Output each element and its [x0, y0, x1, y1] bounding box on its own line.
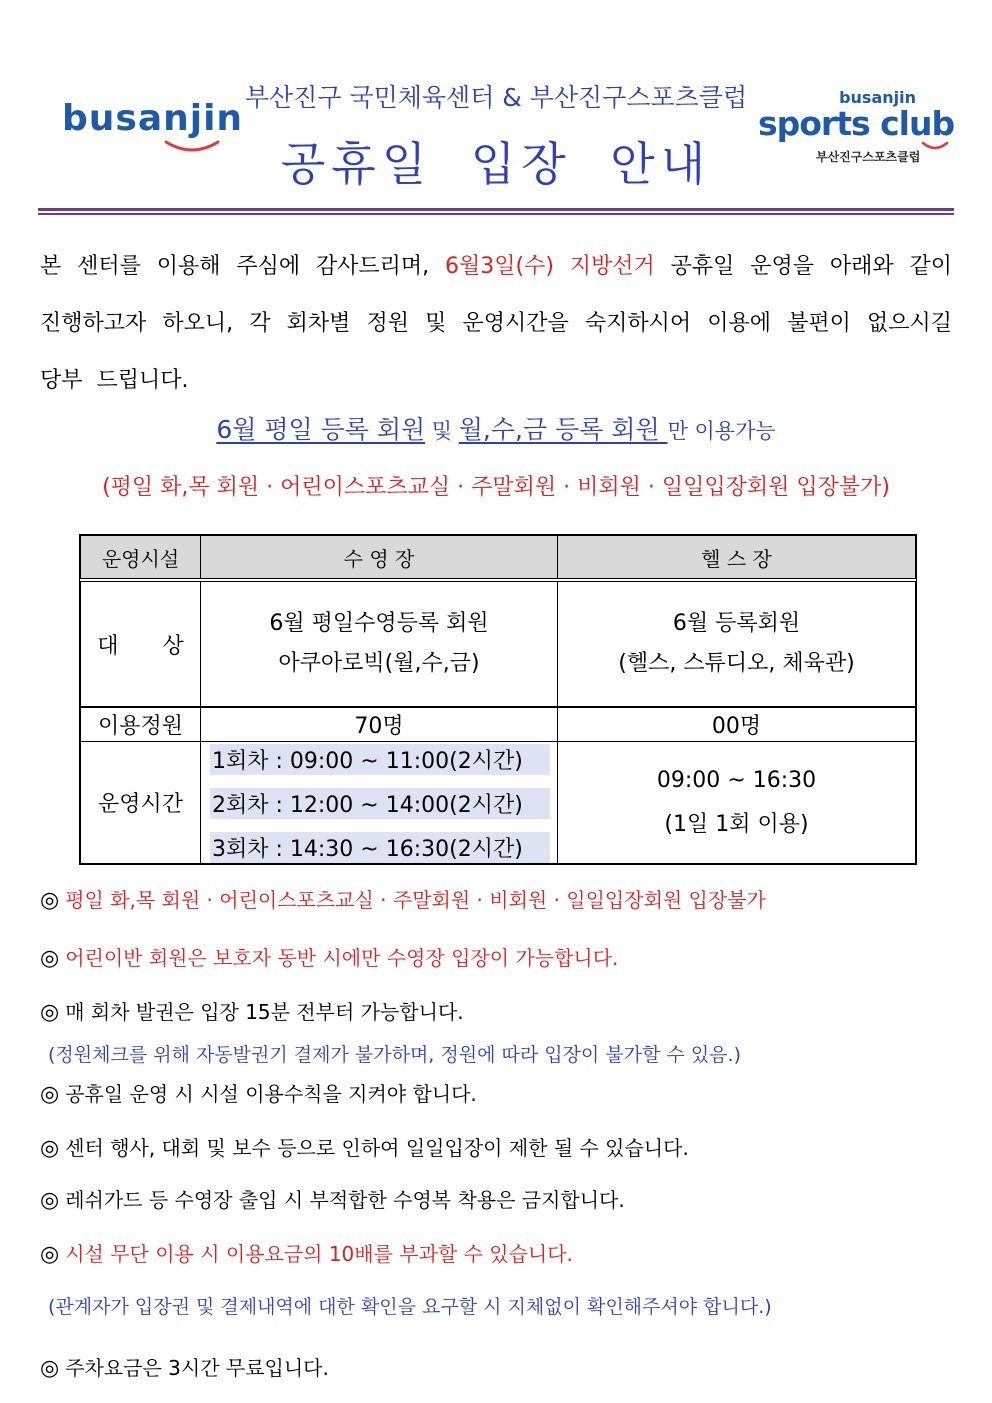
bullet-icon: ◎: [40, 1242, 60, 1267]
availability-line: [0, 410, 992, 446]
notice-item: [40, 1184, 625, 1213]
intro-text: 본 센터를 이용해 주심에 감사드리며,: [40, 254, 446, 279]
operations-table: [79, 534, 917, 865]
gym-target: [557, 581, 916, 707]
sports-club-logo-top: busanjin: [839, 88, 916, 107]
sports-club-logo-main: sports club: [758, 104, 955, 143]
intro-highlight: 6월3일(수) 지방선거: [445, 254, 655, 279]
gym-hours: [557, 741, 916, 864]
notice-item: [40, 1132, 689, 1161]
table-header-gym: 헬 스 장: [557, 535, 916, 579]
header-divider: [38, 213, 954, 215]
notice-subtext: (관계자가 입장권 및 결제내역에 대한 확인을 요구할 시 지체없이 확인해주셔야 합니다.): [48, 1296, 772, 1318]
bullet-icon: ◎: [40, 946, 60, 971]
notice-item: [40, 996, 464, 1025]
bullet-icon: ◎: [40, 1356, 60, 1381]
pool-capacity: 70명: [200, 707, 558, 742]
availability-suffix: 만 이용가능: [667, 419, 776, 443]
smile-icon: [920, 140, 950, 154]
busanjin-logo-text: busanjin: [62, 98, 244, 139]
notice-text: 평일 화,목 회원 · 어린이스포츠교실 · 주말회원 · 비회원 · 일일입장회원 입장불가: [65, 888, 766, 912]
row-label-hours: 운영시간: [80, 741, 201, 864]
notice-text: 매 회차 발권은 입장 15분 전부터 가능합니다.: [65, 1000, 464, 1024]
notice-item: [40, 884, 766, 913]
header-subtitle: 부산진구 국민체육센터 & 부산진구스포츠클럽: [244, 83, 748, 112]
notice-item: [40, 1352, 329, 1381]
table-header-pool: 수 영 장: [200, 535, 558, 579]
table-header-facility: 운영시설: [80, 535, 201, 579]
availability-group2: 월,수,금 등록 회원: [458, 415, 668, 444]
header-divider: [38, 208, 954, 211]
pool-session: 3회차 : 14:30 ~ 16:30(2시간): [210, 832, 550, 863]
pool-session: 2회차 : 12:00 ~ 14:00(2시간): [210, 788, 550, 819]
gym-capacity: 00명: [557, 707, 916, 742]
notice-text: 공휴일 운영 시 시설 이용수칙을 지켜야 합니다.: [65, 1082, 477, 1106]
intro-paragraph: [40, 238, 952, 409]
pool-target-line: 6월 평일수영등록 회원: [269, 611, 489, 636]
row-label-capacity: 이용정원: [80, 707, 201, 742]
notice-text: 시설 무단 이용 시 이용요금의 10배를 부과할 수 있습니다.: [65, 1242, 573, 1266]
pool-session: 1회차 : 09:00 ~ 11:00(2시간): [210, 744, 550, 775]
notice-text: 센터 행사, 대회 및 보수 등으로 인하여 일일입장이 제한 될 수 있습니다.: [65, 1136, 689, 1160]
notice-text: 어린이반 회원은 보호자 동반 시에만 수영장 입장이 가능합니다.: [65, 946, 619, 970]
bullet-icon: ◎: [40, 1136, 60, 1161]
sports-club-logo-sub: 부산진구스포츠클럽: [816, 150, 921, 164]
notice-text: 주차요금은 3시간 무료입니다.: [65, 1356, 329, 1380]
bullet-icon: ◎: [40, 1000, 60, 1025]
notice-item: [40, 942, 618, 971]
row-label-target: 대 상: [80, 581, 201, 707]
gym-target-line: 6월 등록회원: [672, 611, 801, 636]
intro-text: 공휴일 운영을 아래와 같이 진행하고자 하오니, 각 회차별 정원 및 운영시간을 숙지하시어 이용에 불편이 없으시길 당부 드립니다.: [40, 254, 952, 393]
notice-text: 레쉬가드 등 수영장 출입 시 부적합한 수영복 착용은 금지합니다.: [65, 1188, 625, 1212]
gym-hours-note: (1일 1회 이용): [664, 811, 809, 837]
gym-target-line: (헬스, 스튜디오, 체육관): [618, 651, 855, 676]
bullet-icon: ◎: [40, 1188, 60, 1213]
pool-target-line: 아쿠아로빅(월,수,금): [278, 651, 480, 676]
restriction-line: (평일 화,목 회원 · 어린이스포츠교실 · 주말회원 · 비회원 · 일일입장회원 입장불가): [102, 475, 890, 500]
notice-item: [40, 1238, 573, 1267]
availability-and: 및: [425, 419, 459, 443]
pool-target: [200, 581, 558, 707]
page-title: 공휴일 입장 안내: [280, 137, 712, 191]
sports-club-logo: [758, 88, 958, 168]
bullet-icon: ◎: [40, 1082, 60, 1107]
gym-hours-time: 09:00 ~ 16:30: [656, 767, 817, 793]
notice-item: [40, 1078, 477, 1107]
bullet-icon: ◎: [40, 888, 60, 913]
notice-subtext: (정원체크를 위해 자동발권기 결제가 불가하며, 정원에 따라 입장이 불가할 수 있음.): [48, 1044, 741, 1066]
availability-group1: 6월 평일 등록 회원: [216, 415, 426, 444]
